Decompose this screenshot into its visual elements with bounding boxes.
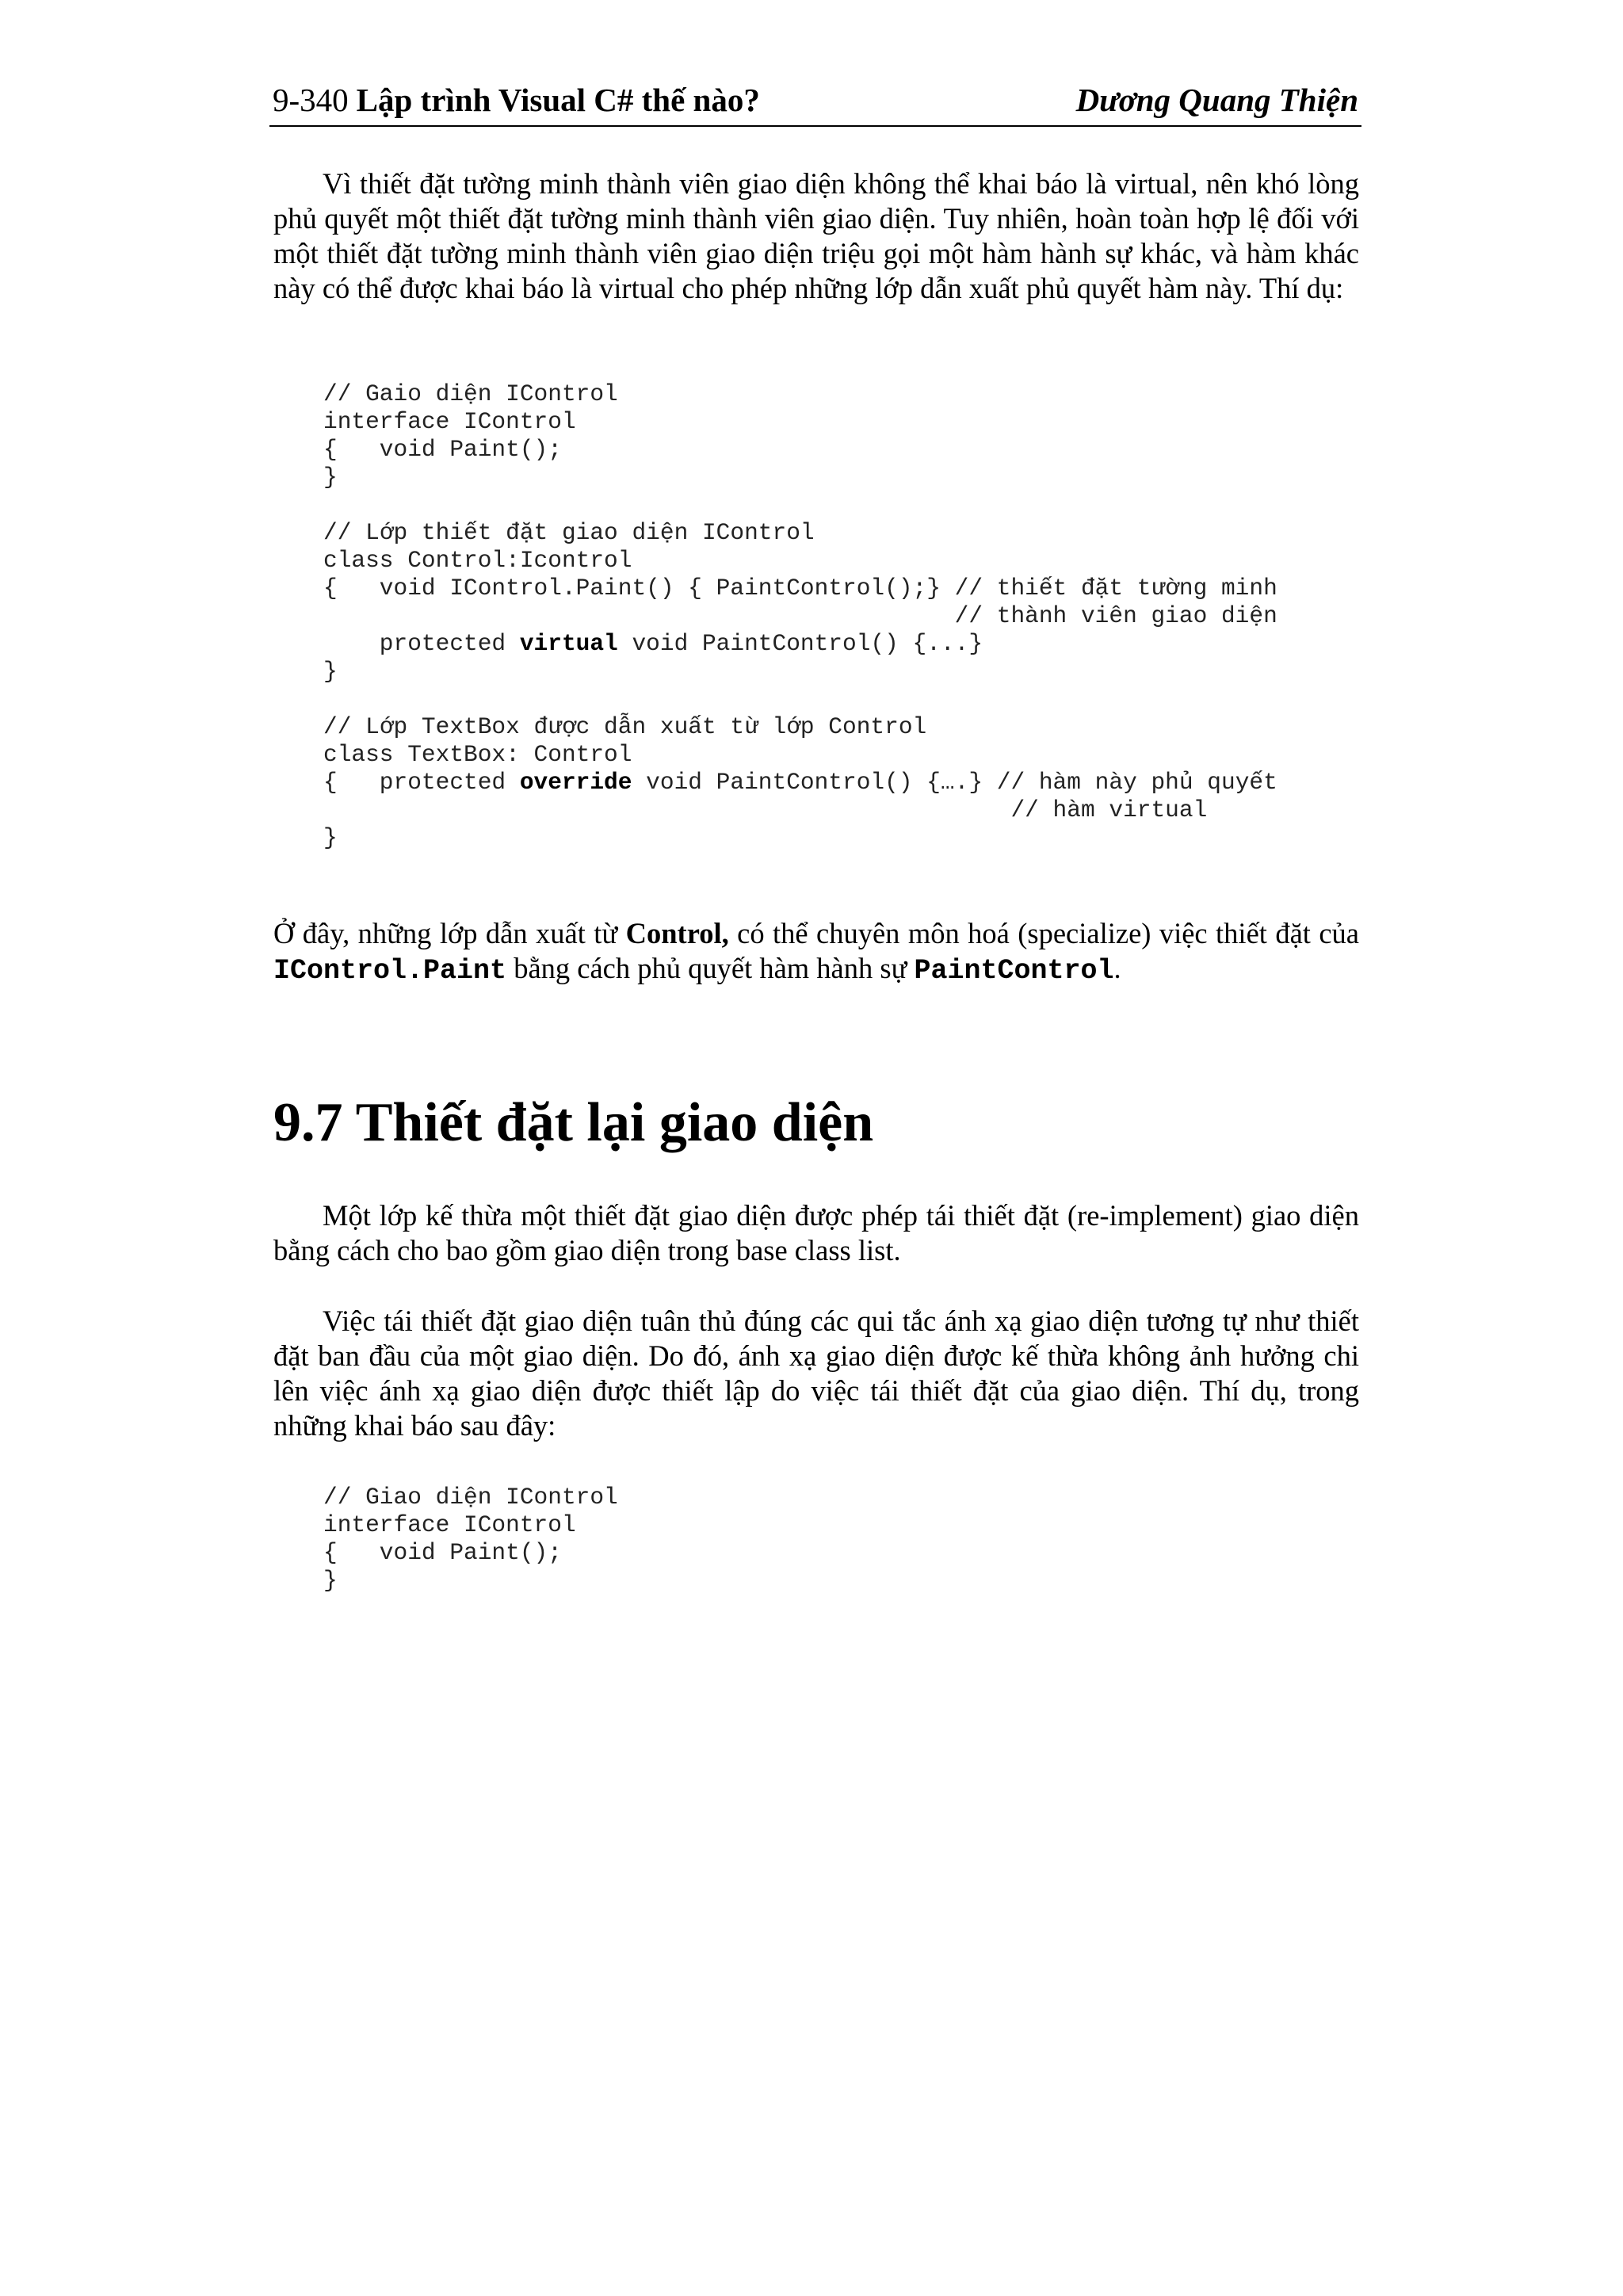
code-block-1 — [323, 380, 1277, 852]
code-blank-line — [323, 491, 1277, 519]
header-left — [273, 81, 760, 119]
p2-code-icontrol-paint: IControl.Paint — [273, 955, 507, 987]
code-line — [323, 769, 1277, 797]
code-line: { void Paint(); — [323, 436, 562, 463]
code-line: interface IControl — [323, 1511, 576, 1538]
paragraph-4-text: Việc tái thiết đặt giao diện tuân thủ đúng các qui tắc ánh xạ giao diện tương tự như thiết đặt ban đầu của một giao diện. Do đó, ánh xạ giao diện được kế thừa không ảnh hưởng chi lên việc ánh xạ giao diện được thiết lập do việc tái thiết đặt của giao diện. Thí dụ, trong những khai báo sau đây: — [273, 1305, 1359, 1442]
code-line: } — [323, 1567, 338, 1594]
code-line: class Control:Icontrol — [323, 547, 632, 574]
code-line: // Lớp thiết đặt giao diện IControl — [323, 519, 815, 546]
paragraph-4 — [273, 1304, 1359, 1443]
code-line: interface IControl — [323, 408, 576, 435]
code-line: } — [323, 824, 338, 851]
p2-text: . — [1113, 952, 1121, 984]
p2-text: Ở đây, những lớp dẫn xuất từ — [273, 917, 626, 949]
author-name: Dương Quang Thiện — [1075, 82, 1358, 118]
code-block-2 — [323, 1484, 618, 1595]
code-line: // Giao diện IControl — [323, 1484, 618, 1511]
code-line: } — [323, 658, 338, 685]
page-header — [269, 76, 1361, 127]
book-title: Lập trình Visual C# thế nào? — [356, 82, 760, 118]
p2-bold-control: Control, — [625, 917, 729, 949]
code-segment: protected — [323, 630, 520, 657]
code-keyword-virtual: virtual — [519, 630, 618, 657]
code-segment: void PaintControl() {….} // hàm này phủ quyết — [632, 769, 1277, 796]
page-number: 9-340 — [273, 82, 349, 118]
paragraph-3-text: Một lớp kế thừa một thiết đặt giao diện được phép tái thiết đặt (re-implement) giao diện bằng cách cho bao gồm giao diện trong base class list. — [273, 1199, 1359, 1266]
code-line: class TextBox: Control — [323, 741, 632, 768]
code-line: // Lớp TextBox được dẫn xuất từ lớp Control — [323, 713, 927, 740]
code-line — [323, 630, 1277, 658]
code-line: // thành viên giao diện — [323, 602, 1277, 629]
code-line: // Gaio diện IControl — [323, 380, 618, 407]
code-blank-line — [323, 686, 1277, 713]
code-keyword-override: override — [519, 769, 632, 796]
code-segment: void PaintControl() {...} — [617, 630, 983, 657]
section-heading: 9.7 Thiết đặt lại giao diện — [273, 1092, 874, 1153]
p2-text: bằng cách phủ quyết hàm hành sự — [506, 952, 915, 984]
code-line: { void Paint(); — [323, 1539, 562, 1566]
code-line: { void IControl.Paint() { PaintControl();} // thiết đặt tường minh — [323, 575, 1277, 602]
paragraph-1 — [273, 166, 1359, 306]
code-segment: { protected — [323, 769, 520, 796]
code-line: // hàm virtual — [323, 797, 1208, 823]
paragraph-2 — [273, 916, 1359, 988]
code-line: } — [323, 464, 338, 491]
p2-text: có thể chuyên môn hoá (specialize) việc thiết đặt của — [728, 917, 1359, 949]
paragraph-3 — [273, 1198, 1359, 1268]
paragraph-1-text: Vì thiết đặt tường minh thành viên giao diện không thể khai báo là virtual, nên khó lòng phủ quyết một thiết đặt tường minh thành viên giao diện. Tuy nhiên, hoàn toàn hợp lệ đối với một thiết đặt tường minh thành viên giao diện triệu gọi một hàm hành sự khác, và hàm khác này có thể được khai báo là virtual cho phép những lớp dẫn xuất phủ quyết hàm này. Thí dụ: — [273, 167, 1359, 304]
p2-code-paintcontrol: PaintControl — [914, 955, 1114, 987]
